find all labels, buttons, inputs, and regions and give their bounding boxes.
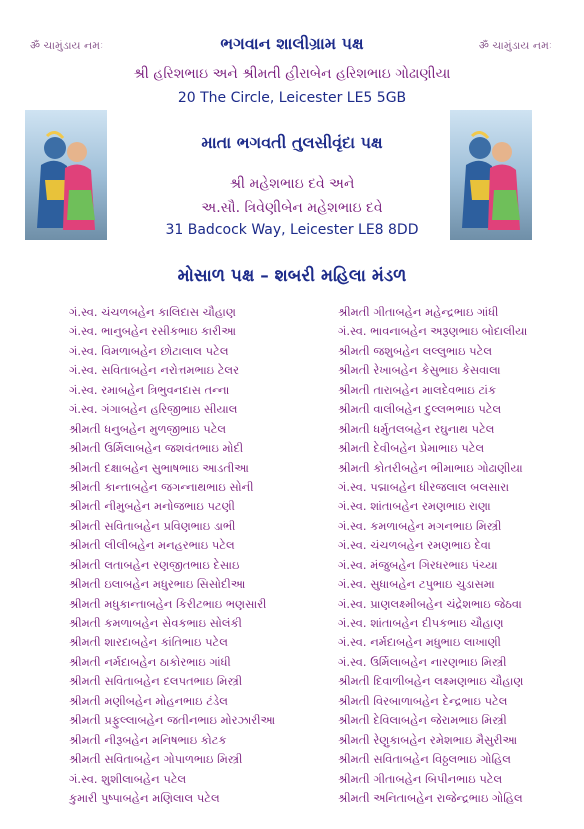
bride-side-host-line-1: શ્રી મહેશભાઇ દવે અને (229, 176, 355, 192)
member-name: શ્રીમતી ગીતાબહેન મહેન્દ્રભાઇ ગાંધી (338, 305, 499, 319)
member-name: શ્રીમતી પ્રફુલ્લાબહેન જતીનભાઇ મોરઝારીઆ (69, 713, 276, 728)
member-name: ગં.સ્વ. ઉર્મિલાબહેન નારણભાઇ મિસ્ત્રી (338, 654, 507, 669)
member-name: શ્રીમતી કમળાબહેન સેવકભાઇ સોલંકી (69, 616, 242, 630)
member-name: ગં.સ્વ. નર્મદાબહેન મધુભાઇ લાખાણી (338, 635, 501, 650)
member-name: ગં.સ્વ. ભાનુબહેન રસીકભાઇ કારીઆ (69, 324, 236, 339)
member-name: ગં.સ્વ. સુધાબહેન ટપુભાઇ ચુડાસમા (338, 577, 495, 592)
member-name: શ્રીમતી રેખાબહેન કેસુભાઇ કેસવાલા (338, 363, 501, 378)
member-name: શ્રીમતી દિવાળીબહેન લક્ષ્મણભાઇ ચૌહાણ (338, 674, 524, 689)
member-name: શ્રીમતી દેવિલાબહેન જેરામભાઇ મિસ્ત્રી (338, 713, 507, 728)
member-name: ગં.સ્વ. શાંતાબહેન રમણભાઇ રાણા (338, 499, 491, 514)
member-name: શ્રીમતી મધુકાન્તાબહેન કિરીટભાઇ ભણસારી (69, 596, 267, 611)
member-name: ગં.સ્વ. ચંચળબહેન કાલિદાસ ચૌહાણ (69, 305, 236, 319)
bride-side-title: માતા ભગવતી તુલસીવૃંદા પક્ષ (201, 133, 383, 152)
member-name: શ્રીમતી ધર્મુતલબહેન રઘુનાથ પટેલ (338, 421, 495, 436)
member-name: ગં.સ્વ. મંજુબહેન ગિરધરભાઇ પંચ્યા (338, 557, 498, 572)
greeting-right: ॐ ચામુંડાય નમઃ (478, 39, 552, 52)
member-name: ગં.સ્વ. પ્રાણલક્ષ્મીબહેન ચંદ્રેશભાઇ જેઠવા (338, 596, 522, 611)
member-name: ગં.સ્વ. સવિતાબહેન નરોત્તમભાઇ ટેલર (69, 363, 240, 378)
groom-side-address: 20 The Circle, Leicester LE5 5GB (177, 90, 407, 106)
member-name: શ્રીમતી જશુબહેન લલ્લુભાઇ પટેલ (338, 343, 493, 358)
member-name: શ્રીમતી સવિતાબહેન પ્રવિણભાઇ ડાભી (69, 518, 236, 533)
member-name: શ્રીમતી અનિતાબહેન રાજેન્દ્રભાઇ ગોહિલ (338, 790, 523, 805)
member-name: શ્રીમતી વિરબાળાબહેન દેન્દ્રભાઇ પટેલ (338, 693, 508, 708)
member-name: ગં.સ્વ. પદ્માબહેન ધીરજલાલ બલસારા (338, 479, 510, 494)
member-name: શ્રીમતી દેવીબહેન પ્રેમાભાઇ પટેલ (338, 441, 485, 456)
member-name: શ્રીમતી રેણુકાબહેન રમેશભાઇ મૈસુરીઆ (338, 732, 518, 747)
member-name: શ્રીમતી નર્મદાબહેન ઠાકોરભાઇ ગાંધી (69, 654, 231, 669)
greeting-left: ॐ ચામુંડાય નમઃ (30, 39, 104, 52)
bride-side-address: 31 Badcock Way, Leicester LE8 8DD (165, 222, 419, 238)
member-name: શ્રીમતી તારાબહેન માલદેવભાઇ ટાંક (338, 382, 497, 397)
member-name: ગં.સ્વ. રમાબહેન ત્રિભુવનદાસ તન્ના (69, 382, 230, 397)
member-name: શ્રીમતી ધનુબહેન મુળજીભાઇ પટેલ (69, 421, 227, 436)
member-name: શ્રીમતી દક્ષાબહેન સુભાષભાઇ આડતીઆ (69, 460, 249, 475)
member-name: શ્રીમતી લતાબહેન રણજીતભાઇ દેસાઇ (69, 557, 240, 572)
member-name: કુમારી પુષ્પાબહેન મણિલાલ પટેલ (69, 790, 220, 805)
krishna-radha-image-right (450, 110, 532, 240)
member-name: શ્રીમતી નીમુબહેન મનોજભાઇ પટણી (69, 499, 235, 514)
member-name: શ્રીમતી મણીબહેન મોહનભાઇ ટંડેલ (69, 693, 228, 708)
member-name: ગં.સ્વ. શાંતાબહેન દીપકભાઇ ચૌહાણ (338, 616, 504, 630)
member-name: શ્રીમતી શારદાબહેન કાંતિભાઇ પટેલ (69, 635, 228, 650)
member-name: શ્રીમતી લીલીબહેન મનહરભાઇ પટેલ (69, 538, 235, 553)
member-name: શ્રીમતી કાન્તાબહેન જગન્નાથભાઇ સોની (69, 479, 254, 494)
member-name: ગં.સ્વ. ભાવનાબહેન અરૂણભાઇ બોદાલીયા (338, 324, 528, 339)
groom-side-hosts: શ્રી હરિશભાઇ અને શ્રીમતી હીરાબેન હરિશભાઇ ગોઢાણીયા (133, 66, 451, 82)
member-name: શ્રીમતી વાલીબહેન દુલ્લભભાઇ પટેલ (338, 402, 502, 417)
member-name: ગં.સ્વ. ગંગાબહેન હરિજીભાઇ સીયાલ (69, 402, 238, 417)
member-list-right (338, 303, 527, 808)
member-name: શ્રીમતી સવિતાબહેન દલપતભાઇ મિસ્ત્રી (69, 674, 243, 689)
member-name: શ્રીમતી સવિતાબહેન ગોપાળભાઇ મિસ્ત્રી (69, 752, 243, 767)
member-name: શ્રીમતી ઇલાબહેન મધુરભાઇ સિસોદીઆ (69, 577, 246, 592)
member-name: ગં.સ્વ. વિમળાબહેન છોટાલાલ પટેલ (69, 343, 229, 358)
krishna-radha-image-left (25, 110, 107, 240)
member-name: શ્રીમતી કોતરીબહેન ભીમાભાઇ ગોઢાણીયા (338, 460, 523, 475)
member-name: ગં.સ્વ. ચંચળબહેન રમણભાઇ દેવા (338, 538, 491, 553)
member-name: ગં.સ્વ. કમળાબહેન મગનભાઇ મિસ્ત્રી (338, 518, 502, 533)
member-name: શ્રીમતી સવિતાબહેન વિઠ્ઠલભાઇ ગોહિલ (338, 752, 511, 767)
member-name: ગં.સ્વ. શુશીલાબહેન પટેલ (69, 771, 187, 786)
groom-side-title: ભગવાન શાલીગ્રામ પક્ષ (220, 34, 364, 53)
member-list-left (69, 303, 275, 808)
member-name: શ્રીમતી નીરૂબહેન મનિષભાઇ કોટક (69, 732, 227, 747)
bride-side-host-line-2: અ.સૌ. ત્રિવેણીબેન મહેશભાઇ દવે (201, 200, 383, 216)
member-name: શ્રીમતી ઉર્મિલાબહેન જશવંતભાઇ મોદી (69, 441, 244, 456)
mosal-section-title: મોસાળ પક્ષ – શબરી મહિલા મંડળ (177, 266, 407, 286)
member-name: શ્રીમતી ગીતાબહેન બિપીનભાઇ પટેલ (338, 771, 503, 786)
